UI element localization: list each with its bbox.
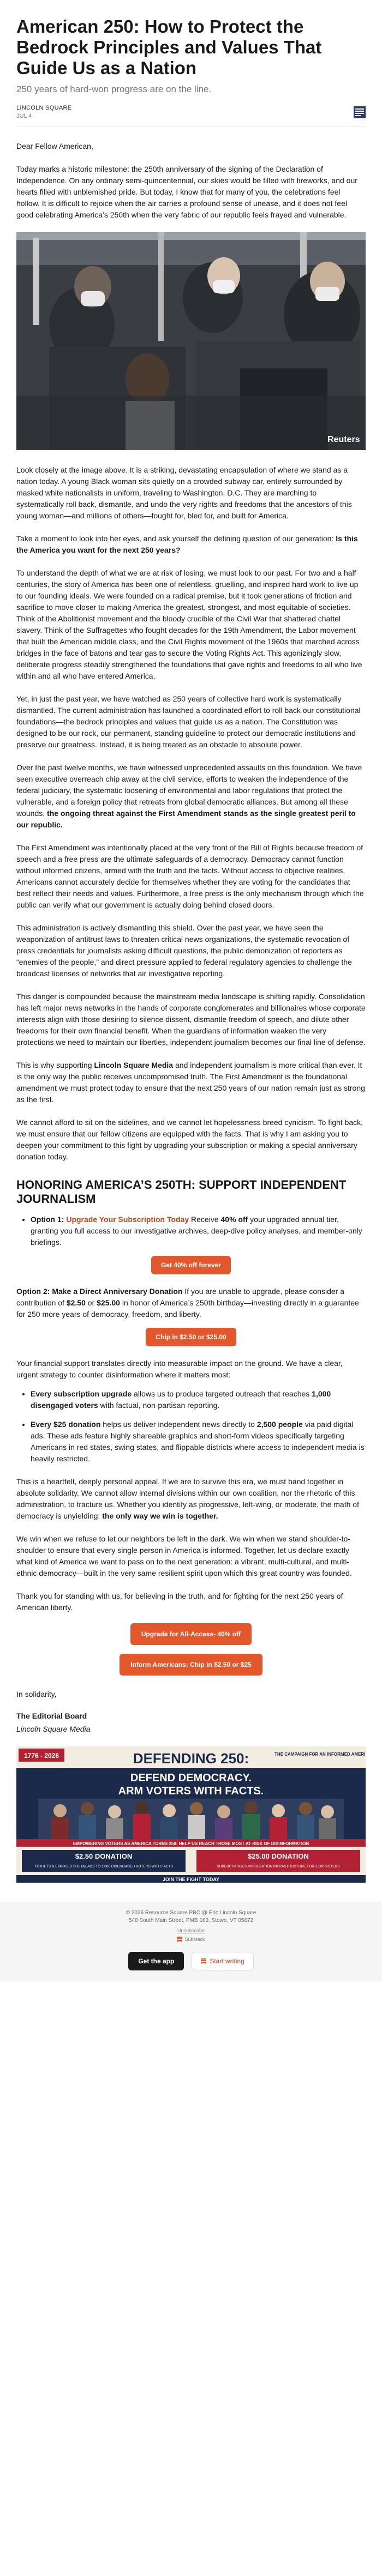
paragraph: We cannot afford to sit on the sidelines, and we cannot let hopelessness breed cynicism. To fight back, we must ensure that our fellow citizens are equipped with the facts. That is why I am asking you to deepen your commitment to this fight by upgrading your subscription or making a special anniversary donation today. bbox=[16, 1118, 363, 1161]
upgrade-link[interactable]: Upgrade Your Subscription Today bbox=[66, 1215, 189, 1224]
text: in honor of America’s 250th birthday—investing directly in a guarantee for 250 more years of democracy, freedom, and liberty. bbox=[16, 1298, 359, 1319]
paragraph: This danger is compounded because the mainstream media landscape is shifting rapidly. Consolidation has left major news networks in the hands of corporate conglomerates and billionaires whose corporate interests align with those desiring to silence dissent, dismantle freedom of speech, and dilute other freedoms for their own financial benefit. When the guardians of information weaken the very protections we need to maintain our liberties, independent journalism becomes our final line of defense. bbox=[16, 992, 366, 1047]
text: This is why supporting bbox=[16, 1061, 94, 1069]
inform-americans-button[interactable]: Inform Americans: Chip in $2.50 or $25 bbox=[120, 1654, 262, 1676]
text: or bbox=[85, 1298, 97, 1307]
paragraph: Yet, in just the past year, we have watched as 250 years of collective hard work is systematically dismantled. The current administration has launched a coordinated effort to roll back our constitutional foundations—the bedrock principles and values that guide us as a nation. The Constitution was designed to be our rock, our permanent, standing guideline to protect our democratic institutions and preserve our greatness. Instead, it is being treated as an obstacle to absolute power. bbox=[16, 694, 361, 749]
chip-in-button[interactable]: Chip in $2.50 or $25.00 bbox=[146, 1328, 236, 1346]
emphasis: 40% off bbox=[220, 1215, 248, 1224]
emphasis: the only way we win is together. bbox=[102, 1511, 218, 1520]
list-item bbox=[31, 1419, 366, 1465]
text: Over the past twelve months, we have witnessed unprecedented assaults on this foundation. We have seen executive overreach chip away at the civil service, efforts to weaken the independence of the federal judiciary, the systematic loosening of environmental and labor regulations that protect the vulnerable, and a foreign policy that retreats from global democratic alliances. But among all these wounds, bbox=[16, 763, 362, 818]
subway-photo bbox=[16, 232, 366, 450]
emphasis: 1,000 disengaged voters bbox=[31, 1389, 331, 1410]
banner-headline: DEFENDING 250: bbox=[133, 1750, 249, 1767]
impact-list bbox=[16, 1388, 366, 1465]
text: Take a moment to look into her eyes, and ask yourself the defining question of our generation: bbox=[16, 534, 336, 543]
emphasis: Is this the America you want for the next 250 years? bbox=[16, 534, 358, 554]
text: helps us deliver independent news directly to bbox=[100, 1420, 257, 1429]
substack-icon bbox=[201, 1958, 206, 1964]
list-item bbox=[31, 1388, 366, 1411]
salutation: Dear Fellow American, bbox=[16, 142, 93, 150]
byline bbox=[16, 105, 366, 119]
option-label: Option 2: Make a Direct Anniversary Donation bbox=[16, 1287, 183, 1296]
substack-badge[interactable] bbox=[0, 1937, 382, 1942]
text: Receive bbox=[189, 1215, 221, 1224]
paragraph: The First Amendment was intentionally placed at the very front of the Bill of Rights because freedom of speech and a free press are the ultimate safeguards of a democracy. Democracy cannot function without informed citizens, armed with the truth and the facts. Without access to objective realities, Americans cannot accurately decide for themselves whether they are voting for the candidates that best reflect their needs and values. Furthermore, a free press is the only mechanism through which the public can verify what our government is actually doing behind closed doors. bbox=[16, 843, 364, 909]
upgrade-button[interactable]: Upgrade for All-Access- 40% off bbox=[130, 1623, 252, 1645]
get-discount-button[interactable]: Get 40% off forever bbox=[151, 1256, 231, 1274]
author-name[interactable]: LINCOLN SQUARE bbox=[16, 105, 72, 111]
paragraph: Thank you for standing with us, for believing in the truth, and for fighting for the next 250 years of American liberty. bbox=[16, 1592, 343, 1612]
amount: $25.00 bbox=[97, 1298, 120, 1307]
banner-left-desc: TARGETS & EXPOSES DIGITAL ADS TO 1,000 DISENGAGED VOTERS WITH FACTS bbox=[34, 1865, 173, 1868]
substack-label: Substack bbox=[184, 1937, 205, 1942]
paragraph: This administration is actively dismantling this shield. Over the past year, we have seen the weaponization of antitrust laws to threaten critical news organizations, the systematic revocation of press credentials for journalists asking difficult questions, the public demonization of reporters as “enemies of the people,” and direct pressure applied to federal regulatory agencies to challenge the broadcast licenses of networks that air investigative reporting. bbox=[16, 923, 352, 978]
start-writing-label: Start writing bbox=[210, 1957, 244, 1965]
paragraph: We win when we refuse to let our neighbors be left in the dark. We win when we stand shoulder-to-shoulder to ensure that every single person in America is informed. Together, let us declare exactly what kind of America we want to pass on to the next generation: a vibrant, multi-cultural, and multi-ethnic democracy—built in the very same resilient spirit upon which this great country was founded. bbox=[16, 1534, 352, 1577]
emphasis: 2,500 people bbox=[256, 1420, 303, 1429]
emphasis: Lincoln Square Media bbox=[94, 1061, 174, 1069]
footer-links bbox=[0, 1928, 382, 1933]
banner-tagline: THE CAMPAIGN FOR AN INFORMED AMERICA bbox=[274, 1752, 366, 1757]
amount: $2.50 bbox=[66, 1298, 86, 1307]
paragraph: To understand the depth of what we are at risk of losing, we must look to our past. For two and a half centuries, the story of America has been one of relentless, gruelling, and inspired hard work to live up to our founding ideals. We were founded on a radical premise, but it took generations of friction and sacrifice to move closer to making America the greatest, strongest, and most equitable of societies. Think of the Abolitionist movement and the bloody crucible of the Civil War that shattered chattel slavery. Think of the Suffragettes who fought decades for the 19th Amendment, the Labor movement that built the American middle class, and the Civil Rights movement of the 1960s that marched across bridges in the face of batons and tear gas to secure the Voting Rights Act. This agonizingly slow, deliberate progress steadily strengthened the foundations that gave rights and freedoms to all who live within and all who have entered America. bbox=[16, 569, 362, 680]
signature-org: Lincoln Square Media bbox=[16, 1725, 91, 1733]
text: If you are unable to upgrade, please consider a contribution of bbox=[16, 1287, 344, 1307]
paragraph bbox=[16, 1060, 366, 1105]
options-list bbox=[16, 1214, 366, 1248]
banner-cta: JOIN THE FIGHT TODAY bbox=[162, 1877, 220, 1882]
banner-line: DEFEND DEMOCRACY. bbox=[130, 1772, 252, 1784]
banner-right-desc: SUPERCHARGES MOBILIZATION INFRASTRUCTURE FOR 2,500 VOTERS bbox=[217, 1865, 340, 1868]
article-subtitle: 250 years of hard-won progress are on the line. bbox=[16, 84, 212, 94]
banner-line: ARM VOTERS WITH FACTS. bbox=[118, 1785, 264, 1797]
footer-address: 548 South Main Street, PMB 163, Stowe, VT 05672 bbox=[128, 1918, 254, 1924]
footer-copyright: © 2026 Resource Square PBC @ Eric Lincoln Square bbox=[126, 1910, 256, 1916]
unsubscribe-link[interactable]: Unsubscribe bbox=[177, 1928, 205, 1933]
paragraph: Your financial support translates directly into measurable impact on the ground. We have a clear, urgent strategy to counter disinformation where it matters most: bbox=[16, 1359, 343, 1379]
banner-left-amount: $2.50 DONATION bbox=[75, 1852, 133, 1860]
paragraph bbox=[16, 762, 366, 831]
campaign-banner bbox=[16, 1746, 366, 1883]
start-writing-button[interactable] bbox=[192, 1952, 253, 1970]
get-app-button[interactable]: Get the app bbox=[128, 1952, 184, 1970]
crowd-illustration bbox=[38, 1799, 344, 1839]
banner-sub: EMPOWERING VOTERS AS AMERICA TURNS 250: HELP US REACH THOSE MOST AT RISK OF DISINFORMATION bbox=[73, 1841, 309, 1846]
list-item bbox=[31, 1214, 366, 1248]
banner-right-amount: $25.00 DONATION bbox=[248, 1852, 309, 1860]
text: with factual, non-partisan reporting. bbox=[98, 1401, 220, 1410]
publish-date: JUL 4 bbox=[16, 113, 32, 119]
emphasis: Every $25 donation bbox=[31, 1420, 101, 1429]
paragraph bbox=[16, 533, 366, 556]
text: and independent journalism is more critical than ever. It is the only way the public receives uncompromised truth. The First Amendment is the foundational amendment we must protect today to ensure that the next 250 years of our nation remain just as strong as the first. bbox=[16, 1061, 365, 1104]
signature-name: The Editorial Board bbox=[16, 1712, 87, 1720]
article-title: American 250: How to Protect the Bedrock Principles and Values That Guide Us as a Nation bbox=[16, 16, 322, 78]
section-heading: HONORING AMERICA’S 250TH: SUPPORT INDEPENDENT JOURNALISM bbox=[16, 1178, 347, 1206]
paragraph: Today marks a historic milestone: the 250th anniversary of the signing of the Declaration of Independence. On any ordinary semi-quincentennial, our skies would be filled with fireworks, and our hearts filled with unblemished pride. But today, I know that for many of you, the celebrations feel hollow. It is difficult to rejoice when the air carries a profound sense of unease, and it does not feel good celebrating America’s 250th when the very fabric of our republic feels frayed and vulnerable. bbox=[16, 165, 357, 219]
text: allows us to produce targeted outreach that reaches bbox=[132, 1389, 312, 1398]
emphasis: the ongoing threat against the First Amendment stands as the single greatest peril to our republic. bbox=[16, 809, 356, 829]
footer-buttons bbox=[0, 1952, 382, 1970]
photo-credit: Reuters bbox=[327, 435, 360, 444]
text: This is a heartfelt, deeply personal appeal. If we are to survive this era, we must band together in absolute solidarity. We cannot allow internal divisions within our own coalition, nor the rhetoric of this administration, to fracture us. Whether you identify as progressive, left-wing, or moderate, the math of democracy is unyielding: bbox=[16, 1477, 359, 1520]
text: your upgraded annual tier, granting you full access to our investigative archives, deep-dive policy analyses, and member-only briefings. bbox=[31, 1215, 362, 1247]
paragraph: Look closely at the image above. It is a striking, devastating encapsulation of where we stand as a nation today. A young Black woman sits quietly on a crowded subway car, entirely surrounded by masked white nationalists in uniform, traveling to Washington, D.C. They are marching to systematically roll back, dismantle, and undo the very rights and freedoms that the ancestors of this young woman—and millions of others—fought for, bled for, and built for America. bbox=[16, 465, 352, 520]
text: via paid digital ads. These ads feature highly shareable graphics and short-form videos specifically targeting Americans in red states, swing states, and flippable districts where access to independent media is heavily restricted. bbox=[31, 1420, 365, 1463]
paragraph bbox=[16, 1476, 366, 1522]
emphasis: Every subscription upgrade bbox=[31, 1389, 132, 1398]
publication-logo-icon[interactable] bbox=[354, 106, 366, 118]
paragraph bbox=[16, 1286, 366, 1320]
banner-years: 1776 - 2026 bbox=[23, 1752, 59, 1759]
option-label: Option 1: bbox=[31, 1215, 67, 1224]
footer bbox=[0, 1902, 382, 1981]
closing: In solidarity, bbox=[16, 1690, 57, 1698]
substack-icon bbox=[177, 1937, 182, 1942]
